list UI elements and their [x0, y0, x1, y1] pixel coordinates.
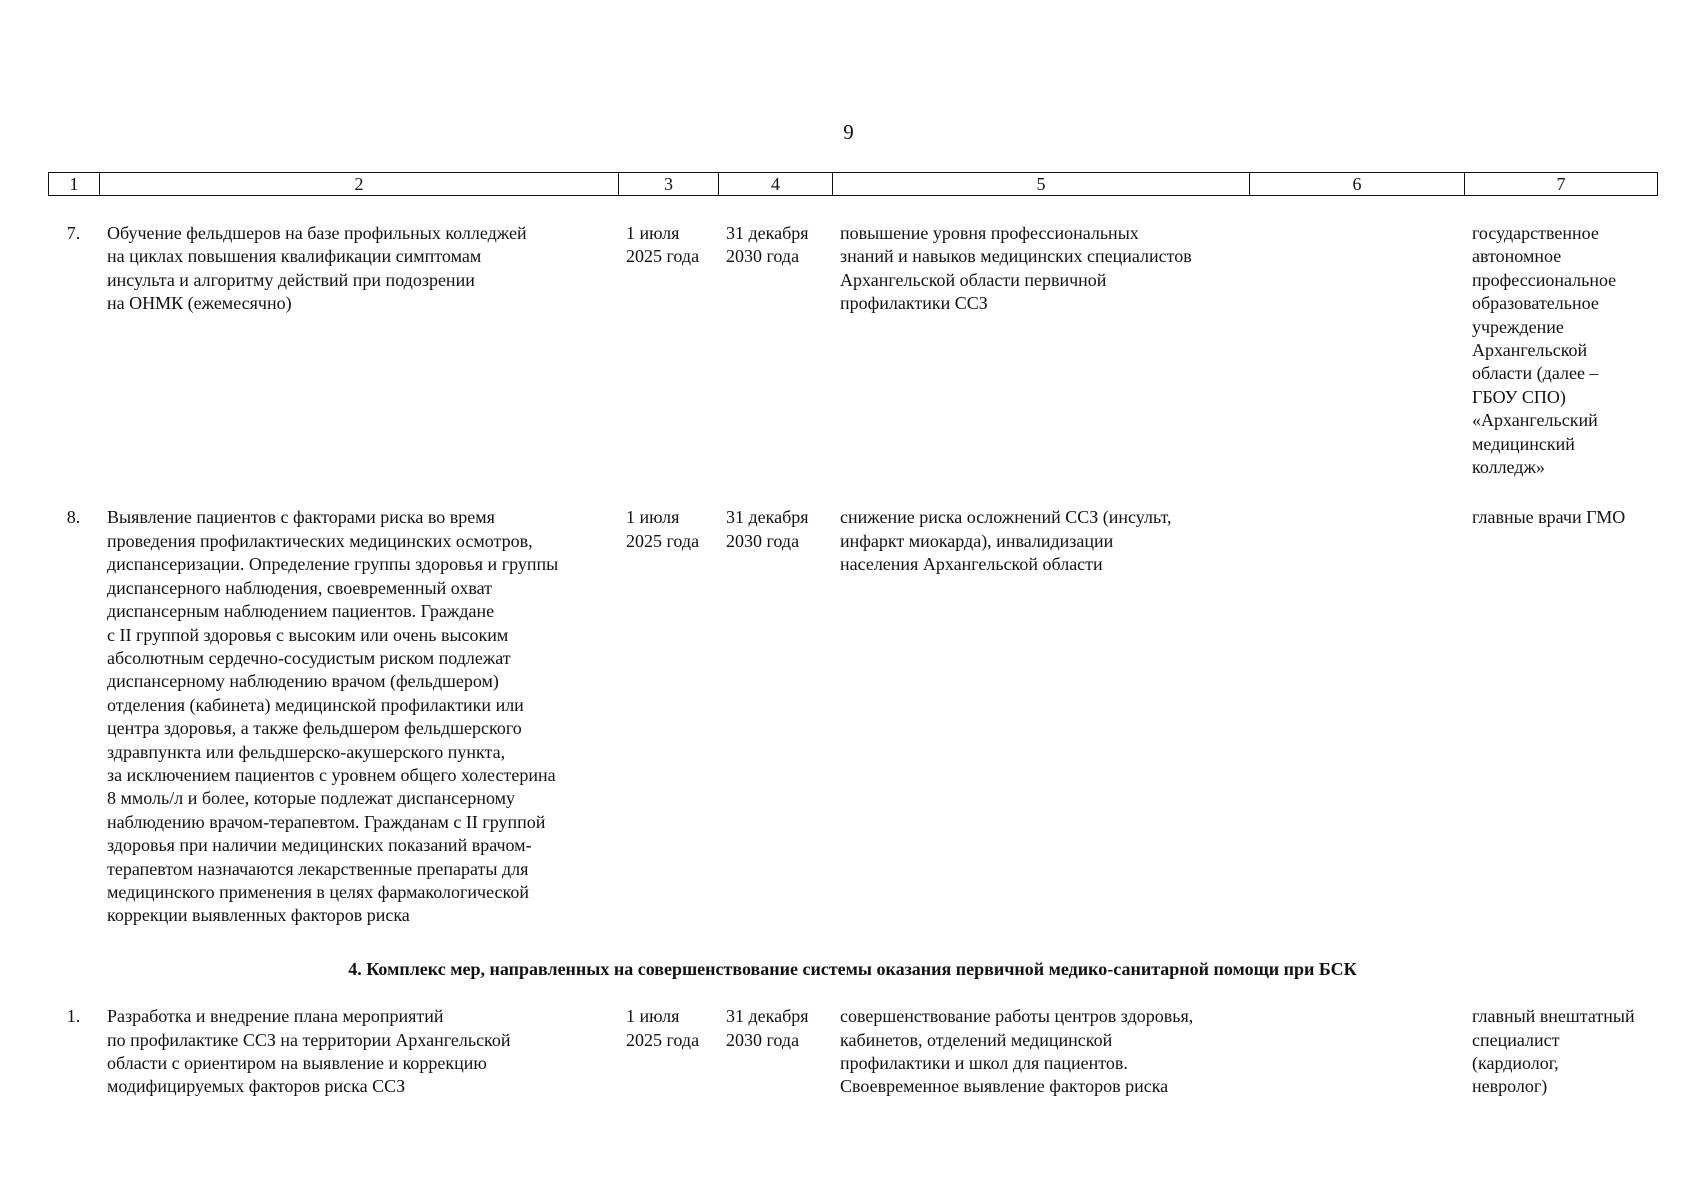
- column-6-cell: [1249, 222, 1464, 479]
- column-header-1: 1: [49, 173, 100, 196]
- start-date: 1 июля 2025 года: [626, 507, 700, 551]
- expected-result: снижение риска осложнений ССЗ (инсульт, инфаркт миокарда), инвалидизации населения Архангельской области: [840, 507, 1172, 575]
- column-number-header: [48, 172, 1658, 196]
- page-number: 9: [843, 120, 854, 144]
- start-date: 1 июля 2025 года: [626, 223, 700, 267]
- start-date: 1 июля 2025 года: [626, 1006, 700, 1050]
- end-date: 31 декабря 2030 года: [726, 223, 809, 267]
- column-header-7: 7: [1465, 173, 1658, 196]
- responsible-party: главный внештатный специалист (кардиолог, невролог): [1472, 1006, 1635, 1097]
- measure-text: Выявление пациентов с факторами риска во время проведения профилактических медицинских осмотров, диспансеризации. Определение группы здоровья и группы диспансерного наблюдения, своевременный охват диспансерным наблюдением пациентов. Граждане с II группой здоровья с высоким или очень высоким абсолютным сердечно-сосудистым риском подлежат диспансерному наблюдению врачом (фельдшером) отделения (кабинета) медицинской профилактики или центра здоровья, а также фельдшером фельдшерского здравпункта или фельдшерско-акушерского пункта, за исключением пациентов с уровнем общего холестерина 8 ммоль/л и более, которые подлежат диспансерному наблюдению врачом-терапевтом. Гражданам с II группой здоровья при наличии медицинских показаний врачом- терапевтом назначаются лекарственные препараты для медицинского применения в целях фармакологической коррекции выявленных факторов риска: [107, 507, 559, 926]
- row-number: 8.: [66, 507, 81, 528]
- section-heading: 4. Комплекс мер, направленных на совершенствование системы оказания первичной медико-санитарной помощи при БСК: [348, 958, 1357, 979]
- expected-result: совершенствование работы центров здоровья, кабинетов, отделений медицинской профилактики и школ для пациентов. Своевременное выявление факторов риска: [840, 1006, 1194, 1097]
- column-6-cell: [1249, 506, 1464, 927]
- responsible-party: государственное автономное профессиональное образовательное учреждение Архангельской области (далее – ГБОУ СПО) «Архангельский медицинский колледж»: [1472, 223, 1617, 478]
- row-gap: [48, 479, 1657, 506]
- measure-text: Разработка и внедрение плана мероприятий по профилактике ССЗ на территории Архангельской области с ориентиром на выявление и коррекцию модифицируемых факторов риска ССЗ: [107, 1006, 511, 1097]
- header-row: [49, 173, 1658, 196]
- column-header-2: 2: [100, 173, 619, 196]
- column-header-6: 6: [1250, 173, 1465, 196]
- expected-result: повышение уровня профессиональных знаний и навыков медицинских специалистов Архангельской области первичной профилактики ССЗ: [840, 223, 1192, 314]
- measures-table: [48, 222, 1657, 1099]
- column-header-3: 3: [619, 173, 719, 196]
- table-row: [48, 222, 1657, 479]
- section-heading-row: [48, 928, 1657, 1005]
- column-6-cell: [1249, 1005, 1464, 1099]
- column-header-4: 4: [719, 173, 833, 196]
- responsible-party: главные врачи ГМО: [1472, 507, 1626, 528]
- row-number: 7.: [66, 223, 81, 243]
- row-number: 1.: [66, 1006, 81, 1027]
- table-row: [48, 1005, 1657, 1099]
- table-row: [48, 506, 1657, 927]
- end-date: 31 декабря 2030 года: [726, 1006, 809, 1050]
- measure-text: Обучение фельдшеров на базе профильных колледжей на циклах повышения квалификации симптомам инсульта и алгоритму действий при подозрении на ОНМК (ежемесячно): [107, 223, 527, 314]
- end-date: 31 декабря 2030 года: [726, 507, 809, 551]
- column-header-5: 5: [833, 173, 1250, 196]
